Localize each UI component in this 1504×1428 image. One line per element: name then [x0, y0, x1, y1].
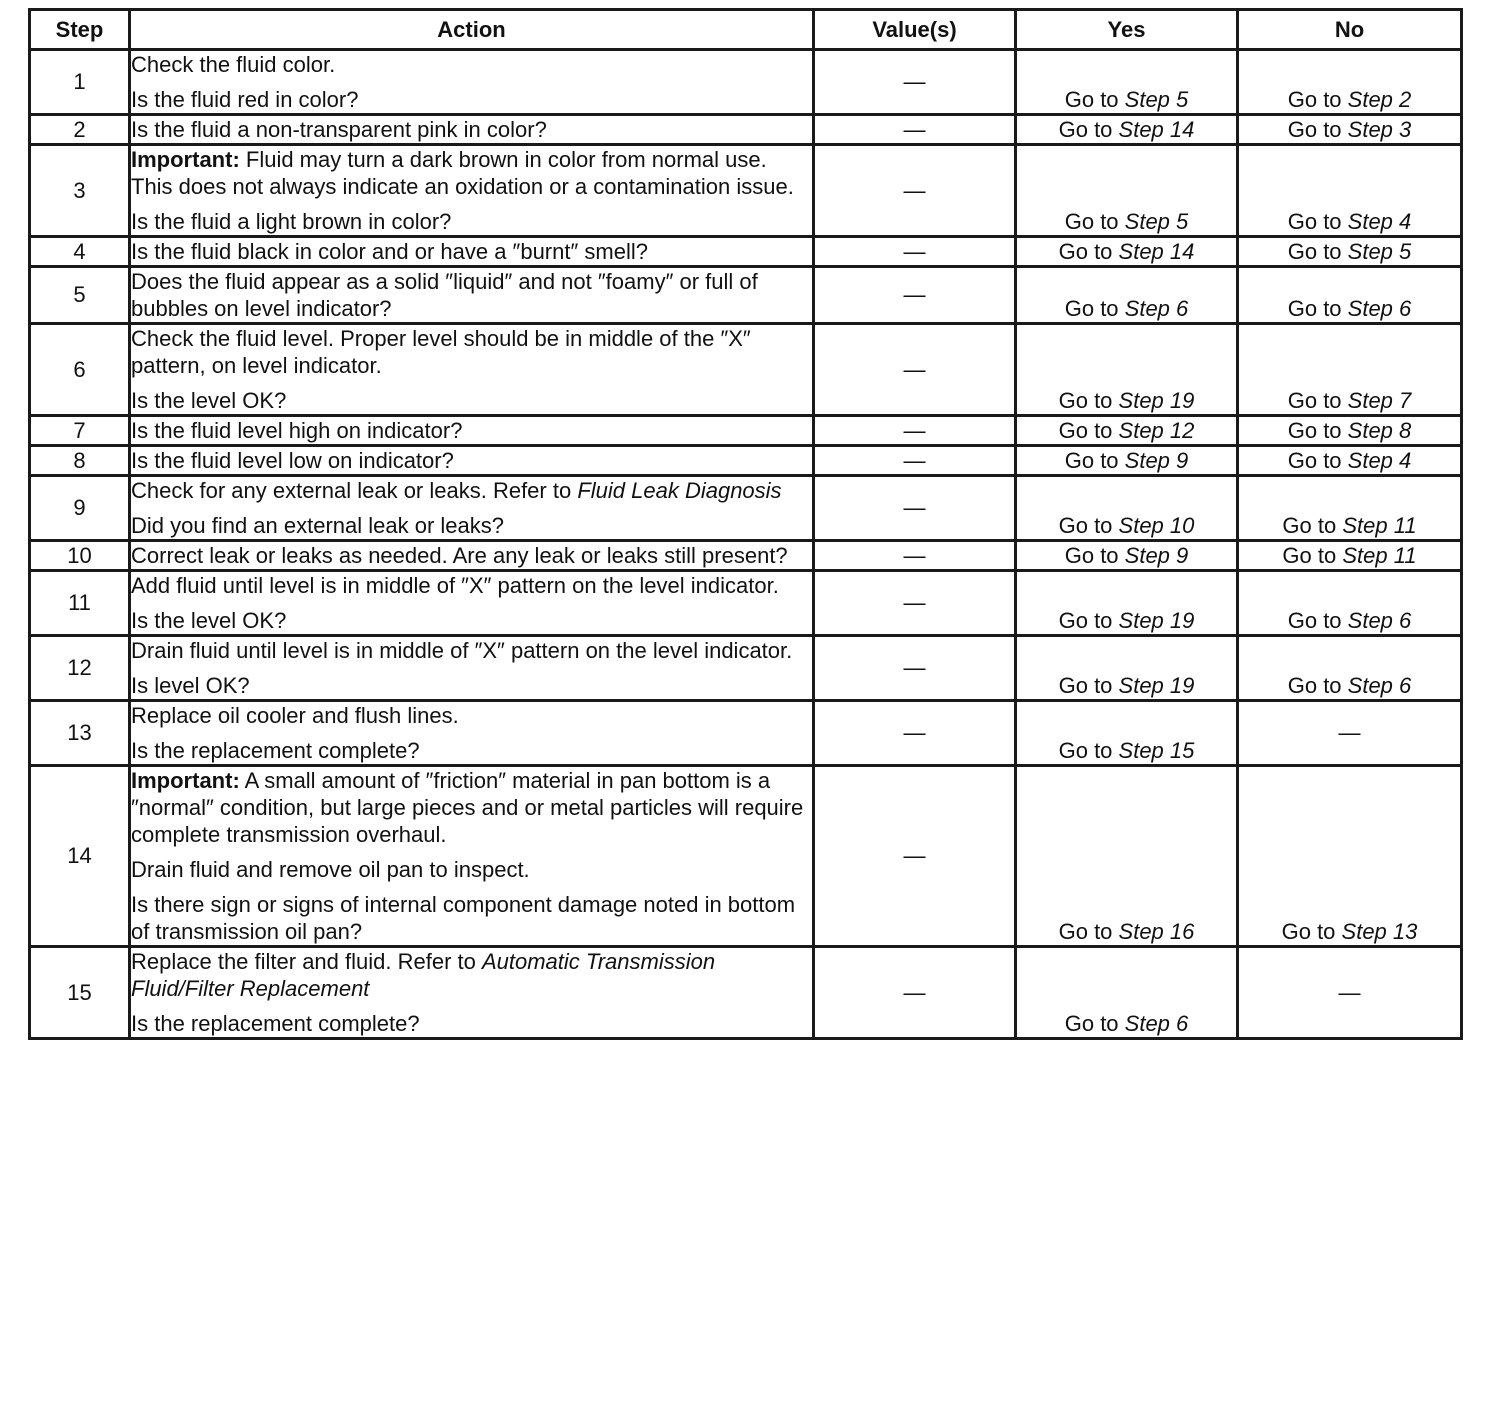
action-paragraph — [131, 417, 812, 444]
step-reference: Step 8 — [1347, 418, 1412, 443]
step-number: 13 — [30, 701, 130, 766]
action-cell — [130, 571, 814, 636]
table-row — [30, 947, 1462, 1039]
header-no: No — [1238, 10, 1462, 50]
step-reference: Step 4 — [1347, 209, 1412, 234]
value-cell: — — [814, 947, 1016, 1039]
action-paragraph — [131, 672, 812, 699]
action-paragraph — [131, 702, 812, 729]
step-reference: Step 12 — [1118, 418, 1195, 443]
step-reference: Step 3 — [1347, 117, 1412, 142]
action-paragraph — [131, 238, 812, 265]
step-reference: Step 5 — [1124, 87, 1189, 112]
step-reference: Step 11 — [1342, 543, 1417, 568]
no-next-step-dash: — — [1338, 720, 1361, 745]
action-paragraph — [131, 1010, 812, 1037]
header-values: Value(s) — [814, 10, 1016, 50]
table-row — [30, 267, 1462, 324]
step-reference: Step 19 — [1118, 673, 1195, 698]
step-number: 14 — [30, 766, 130, 947]
no-cell — [1238, 145, 1462, 237]
action-cell — [130, 237, 814, 267]
action-text: Is the fluid red in color? — [131, 87, 359, 112]
step-reference: Step 14 — [1118, 117, 1195, 142]
goto-text: Go to — [1287, 209, 1348, 234]
yes-cell — [1016, 324, 1238, 416]
table-row — [30, 636, 1462, 701]
step-reference: Step 6 — [1347, 608, 1412, 633]
yes-cell — [1016, 636, 1238, 701]
header-step: Step — [30, 10, 130, 50]
goto-text: Go to — [1064, 209, 1125, 234]
action-cell — [130, 267, 814, 324]
action-paragraph — [131, 387, 812, 414]
value-cell: — — [814, 636, 1016, 701]
step-number: 9 — [30, 476, 130, 541]
goto-text: Go to — [1287, 448, 1348, 473]
action-cell — [130, 115, 814, 145]
yes-cell — [1016, 237, 1238, 267]
step-reference: Step 16 — [1118, 919, 1195, 944]
value-cell: — — [814, 766, 1016, 947]
step-reference: Step 6 — [1347, 673, 1412, 698]
goto-text: Go to — [1282, 543, 1343, 568]
step-number: 1 — [30, 50, 130, 115]
goto-text: Go to — [1287, 388, 1348, 413]
action-paragraph — [131, 607, 812, 634]
action-text: Did you find an external leak or leaks? — [131, 513, 504, 538]
action-text: Add fluid until level is in middle of ″X″ pattern on the level indicator. — [131, 573, 779, 598]
action-paragraph — [131, 268, 812, 322]
action-paragraph — [131, 208, 812, 235]
goto-text: Go to — [1287, 673, 1348, 698]
action-paragraph — [131, 477, 812, 504]
action-text: Is level OK? — [131, 673, 250, 698]
goto-text: Go to — [1058, 418, 1119, 443]
step-reference: Step 6 — [1124, 296, 1189, 321]
diagnostic-table — [28, 8, 1463, 1040]
yes-cell — [1016, 541, 1238, 571]
goto-text: Go to — [1058, 673, 1119, 698]
yes-cell — [1016, 50, 1238, 115]
table-row — [30, 476, 1462, 541]
action-text: Replace the filter and fluid. Refer to — [131, 949, 482, 974]
action-paragraph — [131, 737, 812, 764]
no-cell — [1238, 267, 1462, 324]
step-number: 7 — [30, 416, 130, 446]
yes-cell — [1016, 446, 1238, 476]
action-paragraph — [131, 325, 812, 379]
action-paragraph — [131, 856, 812, 883]
value-cell: — — [814, 115, 1016, 145]
goto-text: Go to — [1287, 239, 1348, 264]
table-row — [30, 50, 1462, 115]
goto-text: Go to — [1064, 296, 1125, 321]
action-paragraph — [131, 891, 812, 945]
no-cell — [1238, 446, 1462, 476]
goto-text: Go to — [1064, 448, 1125, 473]
value-cell: — — [814, 476, 1016, 541]
action-cell — [130, 446, 814, 476]
action-paragraph — [131, 542, 812, 569]
step-number: 6 — [30, 324, 130, 416]
action-cell — [130, 50, 814, 115]
step-reference: Step 10 — [1118, 513, 1195, 538]
yes-cell — [1016, 416, 1238, 446]
table-row — [30, 701, 1462, 766]
step-reference: Step 14 — [1118, 239, 1195, 264]
goto-text: Go to — [1287, 608, 1348, 633]
reference-link: Fluid Leak Diagnosis — [577, 478, 782, 503]
action-paragraph — [131, 447, 812, 474]
table-row — [30, 145, 1462, 237]
action-paragraph — [131, 116, 812, 143]
action-paragraph — [131, 572, 812, 599]
step-reference: Step 7 — [1347, 388, 1412, 413]
step-number: 10 — [30, 541, 130, 571]
yes-cell — [1016, 476, 1238, 541]
no-next-step-dash: — — [1338, 979, 1361, 1005]
step-reference: Step 19 — [1118, 388, 1195, 413]
action-text: A small amount of ″friction″ material in pan bottom is a ″normal″ condition, but large pieces and or metal particles will require complete transmission overhaul. — [131, 768, 804, 847]
step-reference: Step 5 — [1124, 209, 1189, 234]
action-text: Drain fluid and remove oil pan to inspect. — [131, 857, 530, 882]
table-row — [30, 766, 1462, 947]
header-yes: Yes — [1016, 10, 1238, 50]
goto-text: Go to — [1058, 513, 1119, 538]
no-cell — [1238, 237, 1462, 267]
value-cell: — — [814, 237, 1016, 267]
action-text: Is the fluid a non-transparent pink in color? — [131, 117, 547, 142]
yes-cell — [1016, 701, 1238, 766]
action-paragraph — [131, 512, 812, 539]
action-text: Replace oil cooler and flush lines. — [131, 703, 459, 728]
header-action: Action — [130, 10, 814, 50]
action-paragraph — [131, 146, 812, 200]
action-text: Is the replacement complete? — [131, 1011, 420, 1036]
step-reference: Step 6 — [1347, 296, 1412, 321]
yes-cell — [1016, 571, 1238, 636]
goto-text: Go to — [1058, 919, 1119, 944]
action-text: Is the fluid level high on indicator? — [131, 418, 463, 443]
table-row — [30, 446, 1462, 476]
step-number: 11 — [30, 571, 130, 636]
step-number: 4 — [30, 237, 130, 267]
table-body — [30, 50, 1462, 1039]
table-row — [30, 115, 1462, 145]
goto-text: Go to — [1064, 1011, 1125, 1036]
table-row — [30, 571, 1462, 636]
action-text: Fluid may turn a dark brown in color from normal use. This does not always indicate an oxidation or a contamination issue. — [131, 147, 794, 199]
step-reference: Step 2 — [1347, 87, 1412, 112]
step-number: 12 — [30, 636, 130, 701]
action-text: Check the fluid color. — [131, 52, 336, 77]
action-text: Is the fluid black in color and or have a ″burnt″ smell? — [131, 239, 648, 264]
yes-cell — [1016, 145, 1238, 237]
goto-text: Go to — [1287, 87, 1348, 112]
action-paragraph — [131, 637, 812, 664]
action-cell — [130, 324, 814, 416]
table-row — [30, 324, 1462, 416]
step-reference: Step 5 — [1347, 239, 1412, 264]
action-text: Does the fluid appear as a solid ″liquid″ and not ″foamy″ or full of bubbles on level indicator? — [131, 269, 758, 321]
action-cell — [130, 636, 814, 701]
value-cell: — — [814, 571, 1016, 636]
action-paragraph — [131, 767, 812, 848]
table-row — [30, 541, 1462, 571]
no-cell — [1238, 324, 1462, 416]
action-paragraph — [131, 948, 812, 1002]
value-cell: — — [814, 324, 1016, 416]
goto-text: Go to — [1058, 738, 1119, 763]
step-number: 5 — [30, 267, 130, 324]
goto-text: Go to — [1058, 117, 1119, 142]
reference-link: Automatic Transmission Fluid/Filter Replacement — [131, 949, 716, 1001]
no-cell — [1238, 766, 1462, 947]
goto-text: Go to — [1058, 608, 1119, 633]
action-paragraph — [131, 86, 812, 113]
table-row — [30, 237, 1462, 267]
goto-text: Go to — [1282, 513, 1343, 538]
action-cell — [130, 145, 814, 237]
no-cell — [1238, 571, 1462, 636]
action-text: Is there sign or signs of internal component damage noted in bottom of transmission oil pan? — [131, 892, 796, 944]
no-cell — [1238, 416, 1462, 446]
value-cell: — — [814, 145, 1016, 237]
step-reference: Step 19 — [1118, 608, 1195, 633]
goto-text: Go to — [1064, 543, 1125, 568]
step-reference: Step 9 — [1124, 448, 1189, 473]
action-text: Correct leak or leaks as needed. Are any leak or leaks still present? — [131, 543, 788, 568]
goto-text: Go to — [1287, 117, 1348, 142]
step-number: 15 — [30, 947, 130, 1039]
goto-text: Go to — [1281, 919, 1342, 944]
no-cell — [1238, 115, 1462, 145]
header-row — [30, 10, 1462, 50]
action-paragraph — [131, 51, 812, 78]
no-cell — [1238, 50, 1462, 115]
step-reference: Step 11 — [1342, 513, 1417, 538]
no-cell — [1238, 541, 1462, 571]
action-text: Is the replacement complete? — [131, 738, 420, 763]
action-text: Is the level OK? — [131, 608, 287, 633]
action-text: Is the fluid a light brown in color? — [131, 209, 452, 234]
no-cell — [1238, 947, 1462, 1039]
step-number: 2 — [30, 115, 130, 145]
action-cell — [130, 476, 814, 541]
step-reference: Step 13 — [1341, 919, 1418, 944]
action-cell — [130, 701, 814, 766]
important-label: Important: — [131, 768, 240, 793]
action-cell — [130, 947, 814, 1039]
action-text: Check the fluid level. Proper level should be in middle of the ″X″ pattern, on level indicator. — [131, 326, 751, 378]
action-text: Is the level OK? — [131, 388, 287, 413]
step-reference: Step 6 — [1124, 1011, 1189, 1036]
step-number: 8 — [30, 446, 130, 476]
value-cell: — — [814, 50, 1016, 115]
step-number: 3 — [30, 145, 130, 237]
action-text: Is the fluid level low on indicator? — [131, 448, 454, 473]
action-cell — [130, 541, 814, 571]
step-reference: Step 15 — [1118, 738, 1195, 763]
action-cell — [130, 416, 814, 446]
step-reference: Step 9 — [1124, 543, 1189, 568]
value-cell: — — [814, 701, 1016, 766]
no-cell — [1238, 701, 1462, 766]
value-cell: — — [814, 446, 1016, 476]
value-cell: — — [814, 416, 1016, 446]
yes-cell — [1016, 947, 1238, 1039]
goto-text: Go to — [1287, 418, 1348, 443]
goto-text: Go to — [1058, 388, 1119, 413]
action-text: Drain fluid until level is in middle of ″X″ pattern on the level indicator. — [131, 638, 793, 663]
step-reference: Step 4 — [1347, 448, 1412, 473]
table-header — [30, 10, 1462, 50]
goto-text: Go to — [1064, 87, 1125, 112]
yes-cell — [1016, 267, 1238, 324]
yes-cell — [1016, 766, 1238, 947]
value-cell: — — [814, 267, 1016, 324]
goto-text: Go to — [1058, 239, 1119, 264]
goto-text: Go to — [1287, 296, 1348, 321]
yes-cell — [1016, 115, 1238, 145]
action-text: Check for any external leak or leaks. Refer to — [131, 478, 578, 503]
no-cell — [1238, 476, 1462, 541]
table-row — [30, 416, 1462, 446]
value-cell: — — [814, 541, 1016, 571]
action-cell — [130, 766, 814, 947]
no-cell — [1238, 636, 1462, 701]
important-label: Important: — [131, 147, 240, 172]
